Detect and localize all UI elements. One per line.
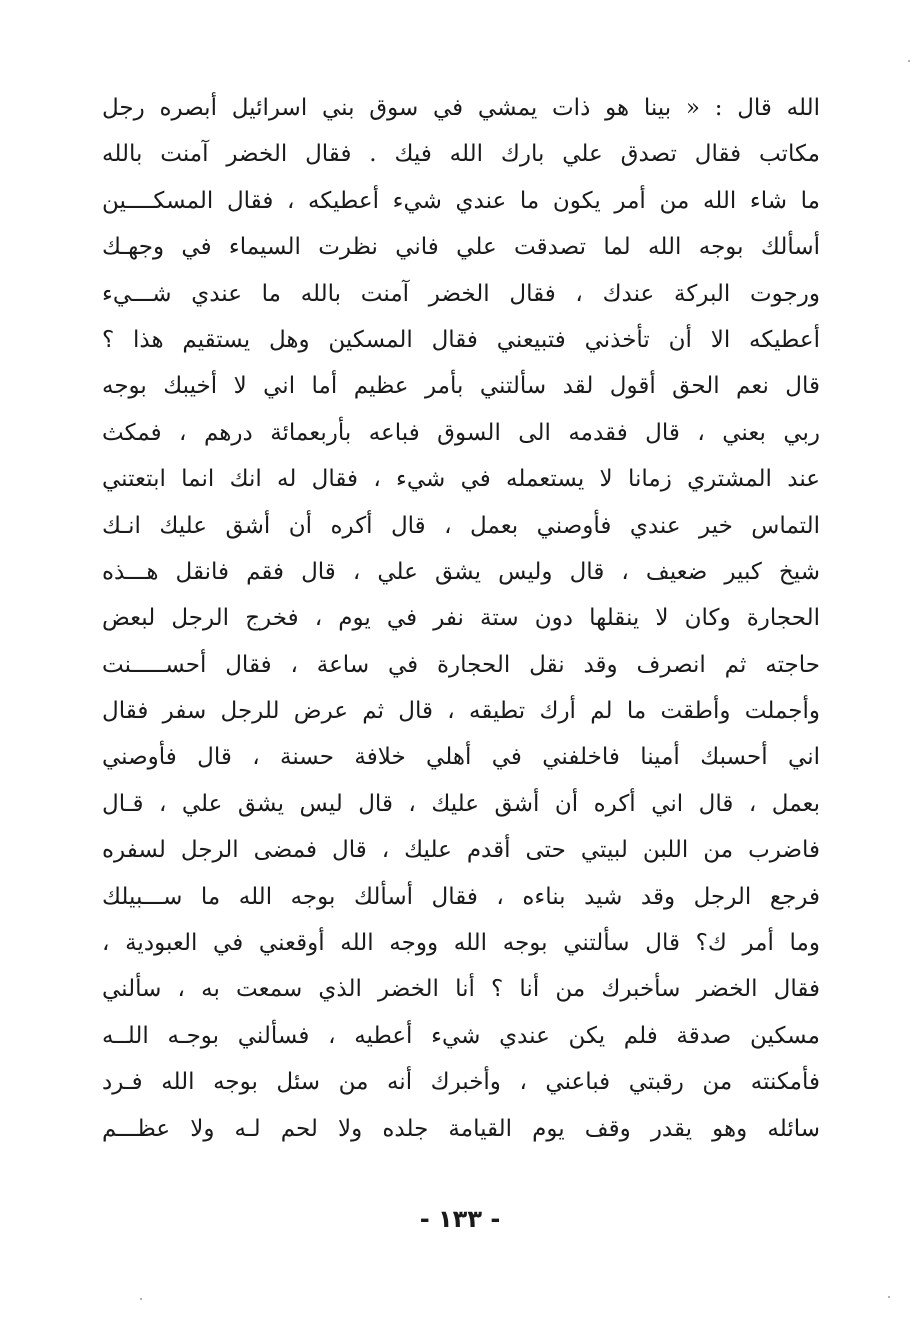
text-line-8: ربي بعني ، قال فقدمه الى السوق فباعه بأربعمائة درهم ، فمكث xyxy=(102,419,820,446)
text-line-1: الله قال : « بينا هو ذات يمشي في سوق بني اسرائيل أبصره رجل xyxy=(102,95,820,121)
text-line-11: شيخ كبير ضعيف ، قال وليس يشق علي ، قال فقم فانقل هـــذه xyxy=(102,558,820,585)
text-line-9: عند المشتري زمانا لا يستعمله في شيء ، فقال له انك انما ابتعتني xyxy=(102,466,820,493)
text-line-17: فاضرب من اللبن لبيتي حتى أقدم عليك ، قال فمضى الرجل لسفره xyxy=(102,837,820,864)
text-line-2: مكاتب فقال تصدق علي بارك الله فيك . فقال الخضر آمنت بالله xyxy=(102,141,820,168)
text-line-5: ورجوت البركة عندك ، فقال الخضر آمنت بالله ما عندي شـــيء xyxy=(102,280,820,307)
text-line-14: وأجملت وأطقت ما لم أرك تطيقه ، قال ثم عرض للرجل سفر فقال xyxy=(102,698,820,725)
text-line-6: أعطيكه الا أن تأخذني فتبيعني فقال المسكين وهل يستقيم هذا ؟ xyxy=(102,326,820,353)
text-line-18: فرجع الرجل وقد شيد بناءه ، فقال أسألك بوجه الله ما ســـبيلك xyxy=(102,883,820,910)
text-line-3: ما شاء الله من أمر يكون ما عندي شيء أعطيكه ، فقال المسكــــين xyxy=(102,187,820,214)
text-line-21: مسكين صدقة فلم يكن عندي شيء أعطيه ، فسألني بوجـه اللــه xyxy=(102,1022,820,1049)
text-line-13: حاجته ثم انصرف وقد نقل الحجارة في ساعة ، فقال أحســـــنت xyxy=(102,651,820,678)
text-line-4: أسألك بوجه الله لما تصدقت علي فاني نظرت السيماء في وجهـك xyxy=(102,234,820,261)
text-line-23: سائله وهو يقدر وقف يوم القيامة جلده ولا لحم لـه ولا عظـــم xyxy=(102,1115,820,1142)
text-line-20: فقال الخضر سأخبرك من أنا ؟ أنا الخضر الذي سمعت به ، سألني xyxy=(102,976,820,1003)
text-line-19: وما أمر ك؟ قال سألتني بوجه الله ووجه الله أوقعني في العبودية ، xyxy=(102,930,820,957)
page-number: - ١٣٣ - xyxy=(419,1205,501,1233)
scan-speck xyxy=(888,1296,890,1298)
text-line-22: فأمكنته من رقبتي فباعني ، وأخبرك أنه من سئل بوجه الله فـرد xyxy=(102,1069,820,1096)
text-line-10: التماس خير عندي فأوصني بعمل ، قال أكره أن أشق عليك انـك xyxy=(102,512,820,539)
body-text xyxy=(102,85,820,1152)
text-line-15: اني أحسبك أمينا فاخلفني في أهلي خلافة حسنة ، قال فأوصني xyxy=(102,744,820,771)
scan-speck xyxy=(140,1298,142,1300)
text-line-7: قال نعم الحق أقول لقد سألتني بأمر عظيم أما اني لا أخيبك بوجه xyxy=(102,373,820,400)
scan-speck xyxy=(908,60,910,62)
text-line-16: بعمل ، قال اني أكره أن أشق عليك ، قال ليس يشق علي ، قـال xyxy=(102,790,820,817)
text-line-12: الحجارة وكان لا ينقلها دون ستة نفر في يوم ، فخرج الرجل لبعض xyxy=(102,605,820,632)
